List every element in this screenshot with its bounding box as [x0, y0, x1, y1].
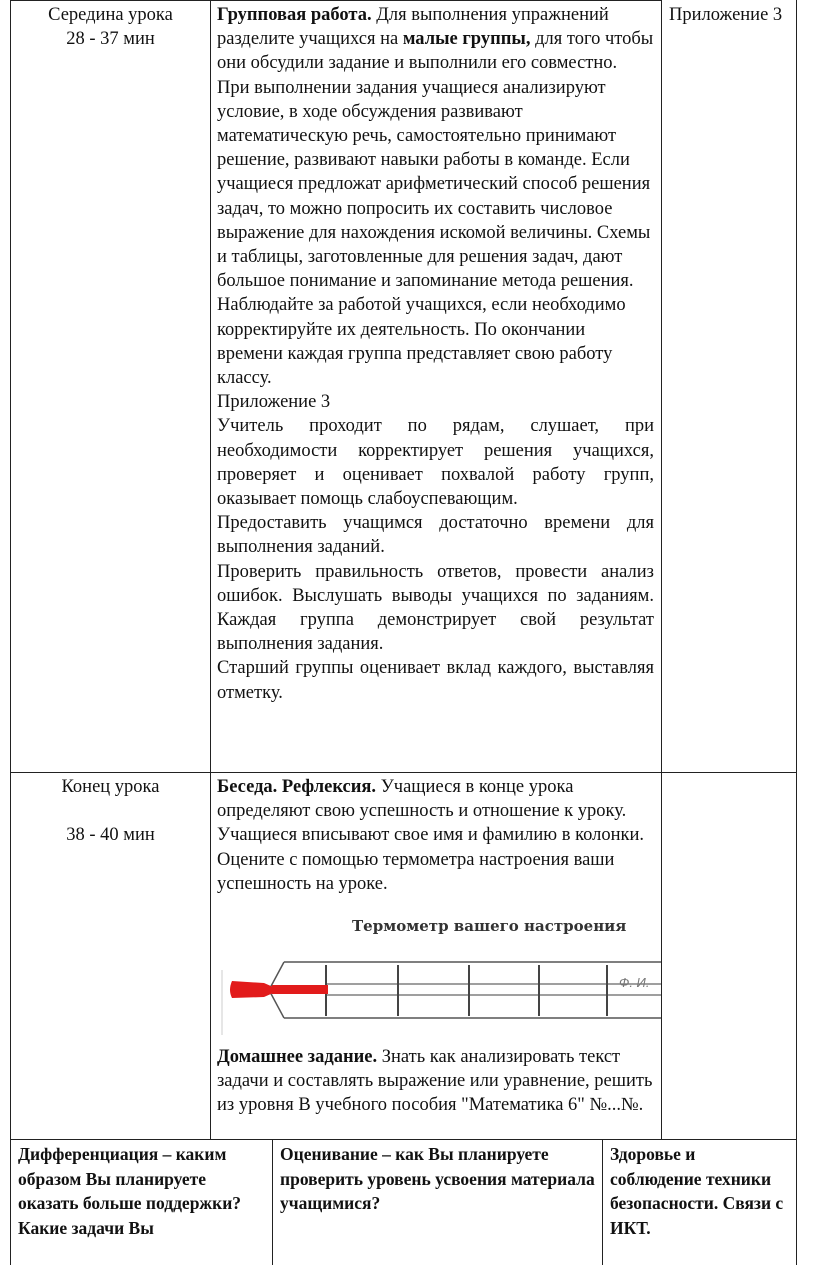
column-divider-2 — [661, 0, 662, 1140]
assessment-heading: Оценивание – как Вы планируете проверить уровень усвоения материала учащимися? — [280, 1144, 595, 1213]
row-divider-middle-end — [10, 772, 797, 773]
group-work-text-a: Для выполнения упражнений разделите учащихся на — [217, 5, 609, 50]
check-paragraph: Проверить правильность ответов, провести анализ ошибок. Выслушать выводы учащихся по заданиям. Каждая группа демонстрирует свой результат выполнения задания. — [217, 561, 654, 655]
resources-text: Приложение 3 — [669, 5, 783, 25]
reflection-heading: Беседа. Рефлексия. — [217, 777, 377, 797]
resources-cell-middle — [669, 3, 791, 27]
group-work-text-b: для того чтобы они обсудили задание и выполнили его совместно. При выполнении задания учащиеся анализируют условие, в ходе обсуждения развивают математическую речь, самостоятельно принимают решение, развивают навыки работы в команде. Если учащиеся предложат арифметический способ решения задач, то можно попросить их составить числовое выражение для нахождения искомой величины. Схемы и таблицы, заготовленные для решения задач, дают большое понимание и запоминание метода решения. Наблюдайте за работой учащихся, если необходимо корректируйте их деятельность. По окончании времени каждая группа представляет свою работу классу. — [217, 29, 654, 389]
differentiation-cell — [18, 1142, 264, 1240]
small-groups-emphasis: малые группы, — [402, 29, 531, 50]
group-work-paragraph — [217, 3, 654, 390]
column-divider-1 — [210, 0, 211, 1140]
stage-time-end: 38 - 40 мин — [66, 825, 155, 846]
homework-paragraph — [217, 1045, 654, 1118]
homework-text: Знать как анализировать текст задачи и составлять выражение или уравнение, решить из уровня В учебного пособия "Математика 6" №...№. — [217, 1047, 653, 1116]
stage-name-end: Конец урока — [61, 777, 160, 797]
health-safety-cell — [610, 1142, 790, 1240]
homework-cell — [217, 1045, 654, 1118]
thermometer-title: Термометр вашего настроения — [352, 917, 627, 935]
stage-cell-middle — [11, 3, 210, 51]
rate-paragraph: Оцените с помощью термометра настроения ваши успешность на уроке. — [217, 849, 615, 894]
stage-cell-end — [11, 775, 210, 847]
reflection-paragraph — [217, 775, 654, 848]
leader-paragraph: Старший группы оценивает вклад каждого, выставляя отметку. — [217, 658, 654, 703]
thermometer-name-label: Ф. И. — [619, 975, 650, 990]
teacher-paragraph: Учитель проходит по рядам, слушает, при необходимости корректирует решения учащихся, проверяет и оценивает похвалой работу групп, оказывает помощь слабоуспевающим. — [217, 416, 654, 510]
row-divider-end-bottom — [10, 1139, 797, 1140]
appendix-reference: Приложение 3 — [217, 392, 331, 413]
homework-heading: Домашнее задание. — [217, 1047, 378, 1067]
stage-name: Середина урока — [48, 5, 173, 25]
differentiation-heading: Дифференциация – каким образом Вы планируете оказать больше поддержки? Какие задачи Вы — [18, 1144, 242, 1238]
time-paragraph: Предоставить учащимся достаточно времени для выполнения заданий. — [217, 513, 654, 558]
table-border-left — [10, 0, 11, 1140]
bottom-table-divider-2 — [602, 1139, 603, 1265]
activity-cell-middle — [217, 3, 654, 705]
health-safety-heading: Здоровье и соблюдение техники безопасности. Связи с ИКТ. — [610, 1144, 784, 1238]
bottom-table-left — [10, 1139, 11, 1265]
group-work-heading: Групповая работа. — [217, 5, 372, 25]
reflection-text: Учащиеся в конце урока определяют свою успешность и отношение к уроку. Учащиеся вписывают свое имя и фамилию в колонки. — [217, 777, 645, 846]
assessment-cell — [280, 1142, 596, 1216]
table-border-right — [796, 0, 797, 1140]
bottom-table-right — [796, 1139, 797, 1265]
thermometer-mercury — [272, 985, 328, 994]
mood-thermometer — [214, 940, 661, 1040]
stage-time: 28 - 37 мин — [66, 29, 155, 50]
activity-cell-end — [217, 775, 654, 896]
table-border-top — [10, 0, 662, 1]
bottom-table-divider-1 — [272, 1139, 273, 1265]
